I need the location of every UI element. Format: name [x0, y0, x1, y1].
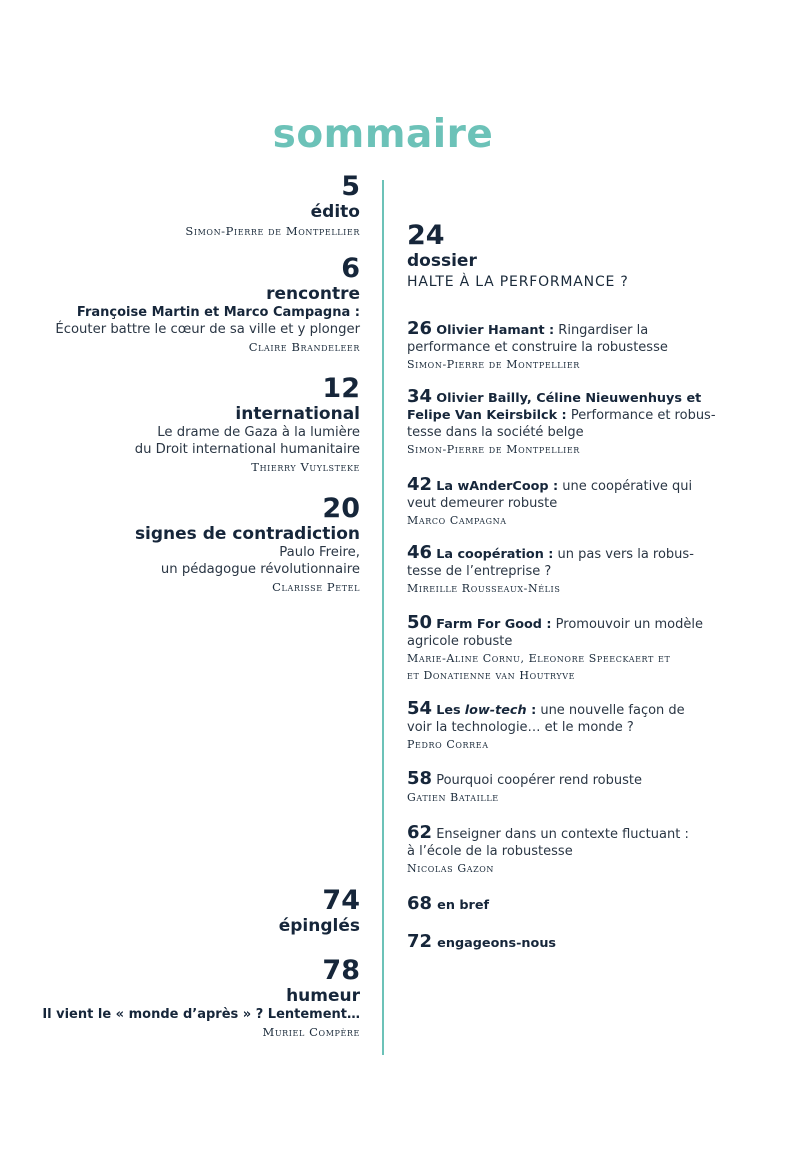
article-desc: Le drame de Gaza à la lumière [157, 425, 360, 440]
entry-lead: Olivier Hamant : [436, 323, 555, 338]
author: Muriel Compère [262, 1025, 360, 1039]
author: Pedro Correa [407, 738, 489, 751]
page-number: 50 [407, 612, 433, 633]
author: Simon-Pierre de Montpellier [407, 443, 580, 456]
author: Marco Campagna [407, 514, 507, 527]
toc-left-international[interactable] [135, 374, 360, 475]
article-subtitle: Il vient le « monde d’après » ? Lentement… [42, 1007, 360, 1022]
entry-lead: : [526, 703, 537, 718]
entry-lead-em: low-tech [464, 703, 527, 718]
entry-text: tesse de l’entreprise ? [407, 564, 552, 579]
entry-text: une nouvelle façon de [540, 703, 685, 718]
page-number: 26 [407, 318, 433, 339]
toc-left-epingles[interactable] [279, 886, 360, 936]
page-number: 24 [407, 220, 445, 251]
entry-text: Ringardiser la [558, 323, 649, 338]
toc-left-humeur[interactable] [42, 956, 360, 1040]
section-title: édito [310, 202, 360, 222]
page-number: 72 [407, 931, 433, 952]
article-desc: Écouter battre le cœur de sa ville et y plonger [55, 322, 360, 337]
entry-lead: La coopération : [436, 547, 554, 562]
entry-text: agricole robuste [407, 634, 513, 649]
section-title: dossier [407, 251, 477, 271]
toc-entry-en-bref[interactable] [407, 893, 737, 914]
page-number: 20 [322, 493, 360, 524]
entry-lead: Olivier Bailly, Céline Nieuwenhuys et [436, 391, 702, 406]
author: Claire Brandeleer [248, 340, 360, 354]
dossier-title: HALTE À LA PERFORMANCE ? [407, 274, 629, 290]
toc-entry[interactable] [407, 388, 737, 458]
entry-lead: en bref [437, 898, 490, 913]
page-number: 6 [341, 253, 360, 284]
page-number: 12 [322, 373, 360, 404]
entry-lead: La wAnderCoop : [436, 479, 559, 494]
toc-entry-engageons[interactable] [407, 931, 737, 952]
entry-lead: engageons-nous [437, 936, 557, 951]
section-title: humeur [286, 986, 360, 1006]
entry-lead: Felipe Van Keirsbilck : [407, 408, 567, 423]
page-number: 42 [407, 474, 433, 495]
author: Marie-Aline Cornu, Eleonore Speeckaert et [407, 652, 671, 665]
entry-lead: Farm For Good : [436, 617, 552, 632]
entry-text: voir la technologie… et le monde ? [407, 720, 634, 735]
toc-entry[interactable] [407, 476, 737, 529]
author: Nicolas Gazon [407, 862, 495, 875]
author: Mireille Rousseaux-Nélis [407, 582, 561, 595]
entry-text: un pas vers la robus- [557, 547, 694, 562]
author: Simon-Pierre de Montpellier [407, 358, 580, 371]
toc-entry[interactable] [407, 770, 737, 806]
page-number: 68 [407, 893, 433, 914]
article-desc: Paulo Freire, [279, 545, 360, 560]
toc-left-signes[interactable] [135, 494, 360, 595]
toc-left-edito[interactable] [185, 172, 360, 239]
page-number: 5 [341, 171, 360, 202]
page-number: 74 [322, 885, 360, 916]
entry-lead-prefix: Les [436, 703, 461, 718]
entry-text: à l’école de la robustesse [407, 844, 573, 859]
entry-text: Pourquoi coopérer rend robuste [436, 773, 642, 788]
page-number: 46 [407, 542, 433, 563]
author: et Donatienne van Houtryve [407, 669, 576, 682]
author: Gatien Bataille [407, 791, 499, 804]
entry-text: tesse dans la société belge [407, 425, 584, 440]
column-divider [382, 180, 384, 1055]
page-number: 34 [407, 386, 433, 407]
article-subtitle: Françoise Martin et Marco Campagna : [76, 305, 360, 320]
page-number: 62 [407, 822, 433, 843]
author: Clarisse Petel [272, 580, 360, 594]
toc-entry[interactable] [407, 544, 737, 597]
entry-text: performance et construire la robustesse [407, 340, 668, 355]
article-desc: un pédagogue révolutionnaire [160, 562, 360, 577]
author: Simon-Pierre de Montpellier [185, 224, 360, 238]
page-number: 54 [407, 698, 433, 719]
entry-text: veut demeurer robuste [407, 496, 558, 511]
entry-text: Enseigner dans un contexte fluctuant : [436, 827, 689, 842]
toc-entry[interactable] [407, 614, 737, 684]
section-title: rencontre [266, 284, 360, 304]
toc-left-rencontre[interactable] [55, 254, 360, 355]
page-title: sommaire [272, 112, 494, 157]
entry-text: Performance et robus- [570, 408, 716, 423]
entry-text: une coopérative qui [562, 479, 693, 494]
section-title: signes de contradiction [134, 524, 360, 544]
toc-entry[interactable] [407, 320, 737, 373]
toc-entry[interactable] [407, 700, 737, 753]
entry-text: Promouvoir un modèle [555, 617, 703, 632]
toc-dossier[interactable] [407, 221, 727, 291]
section-title: épinglés [278, 916, 360, 936]
section-title: international [235, 404, 360, 424]
toc-entry[interactable] [407, 824, 737, 877]
page-number: 58 [407, 768, 433, 789]
article-desc: du Droit international humanitaire [134, 442, 360, 457]
author: Thierry Vuylsteke [251, 460, 360, 474]
page-number: 78 [322, 955, 360, 986]
